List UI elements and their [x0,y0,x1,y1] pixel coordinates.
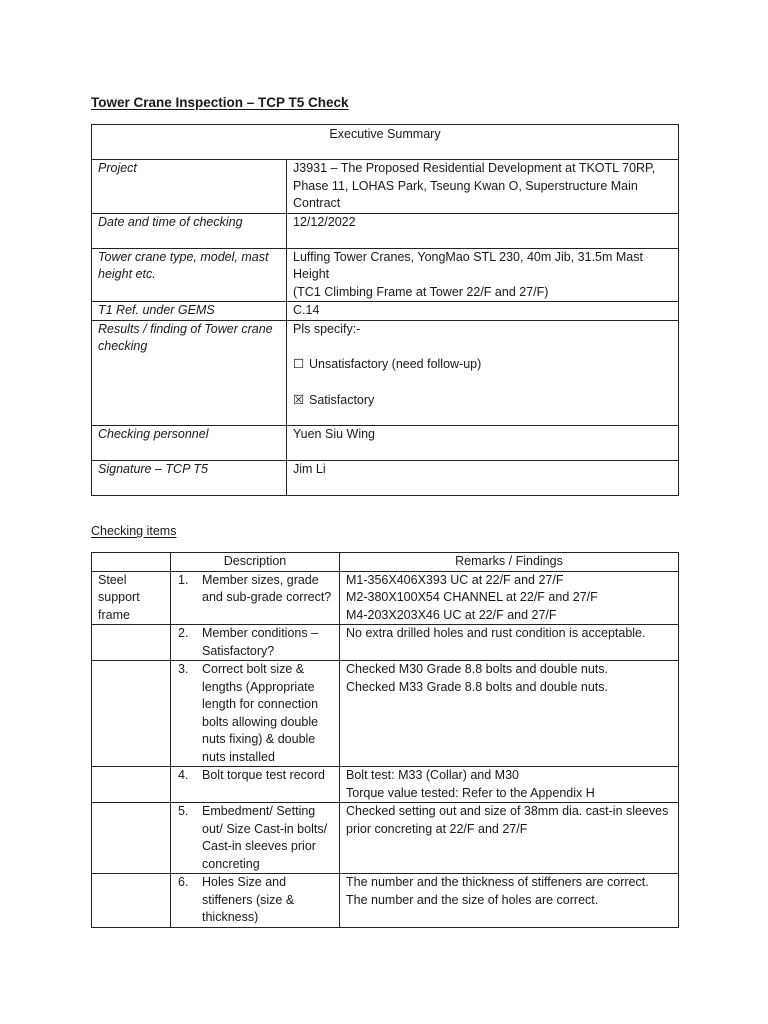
header-description: Description [171,553,340,572]
label-gems-ref: T1 Ref. under GEMS [92,302,287,321]
document-title: Tower Crane Inspection – TCP T5 Check [91,95,349,110]
group-steel-support-frame: Steel support frame [92,571,171,625]
executive-summary-header: Executive Summary [92,125,679,160]
item-description: 6. Holes Size and stiffeners (size & thickness) [171,874,340,928]
group-spacer [92,661,171,767]
value-gems-ref: C.14 [287,302,679,321]
label-crane-type: Tower crane type, model, mast height etc. [92,248,287,302]
executive-summary-table [91,124,679,496]
group-spacer [92,625,171,661]
group-spacer [92,803,171,874]
item-description: 5. Embedment/ Setting out/ Size Cast-in bolts/ Cast-in sleeves prior concreting [171,803,340,874]
label-date: Date and time of checking [92,213,287,248]
label-project: Project [92,160,287,214]
checked-box-icon: ☒ [293,392,305,407]
item-description: 1. Member sizes, grade and sub-grade correct? [171,571,340,625]
label-results: Results / finding of Tower crane checking [92,320,287,425]
result-unsatisfactory: ☐ Unsatisfactory (need follow-up) [293,356,672,374]
item-remarks: The number and the thickness of stiffeners are correct. The number and the size of holes are correct. [340,874,679,928]
item-remarks: Checked M30 Grade 8.8 bolts and double nuts. Checked M33 Grade 8.8 bolts and double nuts. [340,661,679,767]
label-signature: Signature – TCP T5 [92,460,287,495]
value-project: J3931 – The Proposed Residential Development at TKOTL 70RP, Phase 11, LOHAS Park, Tseung Kwan O, Superstructure Main Contract [287,160,679,214]
group-spacer [92,767,171,803]
value-crane-type: Luffing Tower Cranes, YongMao STL 230, 40m Jib, 31.5m Mast Height (TC1 Climbing Frame at Tower 22/F and 27/F) [287,248,679,302]
value-personnel: Yuen Siu Wing [287,425,679,460]
value-signature: Jim Li [287,460,679,495]
header-group [92,553,171,572]
item-remarks: No extra drilled holes and rust condition is acceptable. [340,625,679,661]
result-satisfactory: ☒ Satisfactory [293,392,672,410]
item-remarks: M1-356X406X393 UC at 22/F and 27/F M2-380X100X54 CHANNEL at 22/F and 27/F M4-203X203X46 UC at 22/F and 27/F [340,571,679,625]
value-date: 12/12/2022 [287,213,679,248]
checking-items-table [91,552,679,928]
unchecked-box-icon: ☐ [293,357,305,371]
item-description: 3. Correct bolt size & lengths (Appropriate length for connection bolts allowing double nuts fixing) & double nuts installed [171,661,340,767]
label-personnel: Checking personnel [92,425,287,460]
value-results: Pls specify:- ☐ Unsatisfactory (need follow-up) ☒ Satisfactory [287,320,679,425]
checking-items-title: Checking items [91,524,177,538]
item-description: 2. Member conditions – Satisfactory? [171,625,340,661]
item-description: 4. Bolt torque test record [171,767,340,803]
group-spacer [92,874,171,928]
item-remarks: Bolt test: M33 (Collar) and M30 Torque value tested: Refer to the Appendix H [340,767,679,803]
item-remarks: Checked setting out and size of 38mm dia. cast-in sleeves prior concreting at 22/F and 27/F [340,803,679,874]
header-remarks: Remarks / Findings [340,553,679,572]
